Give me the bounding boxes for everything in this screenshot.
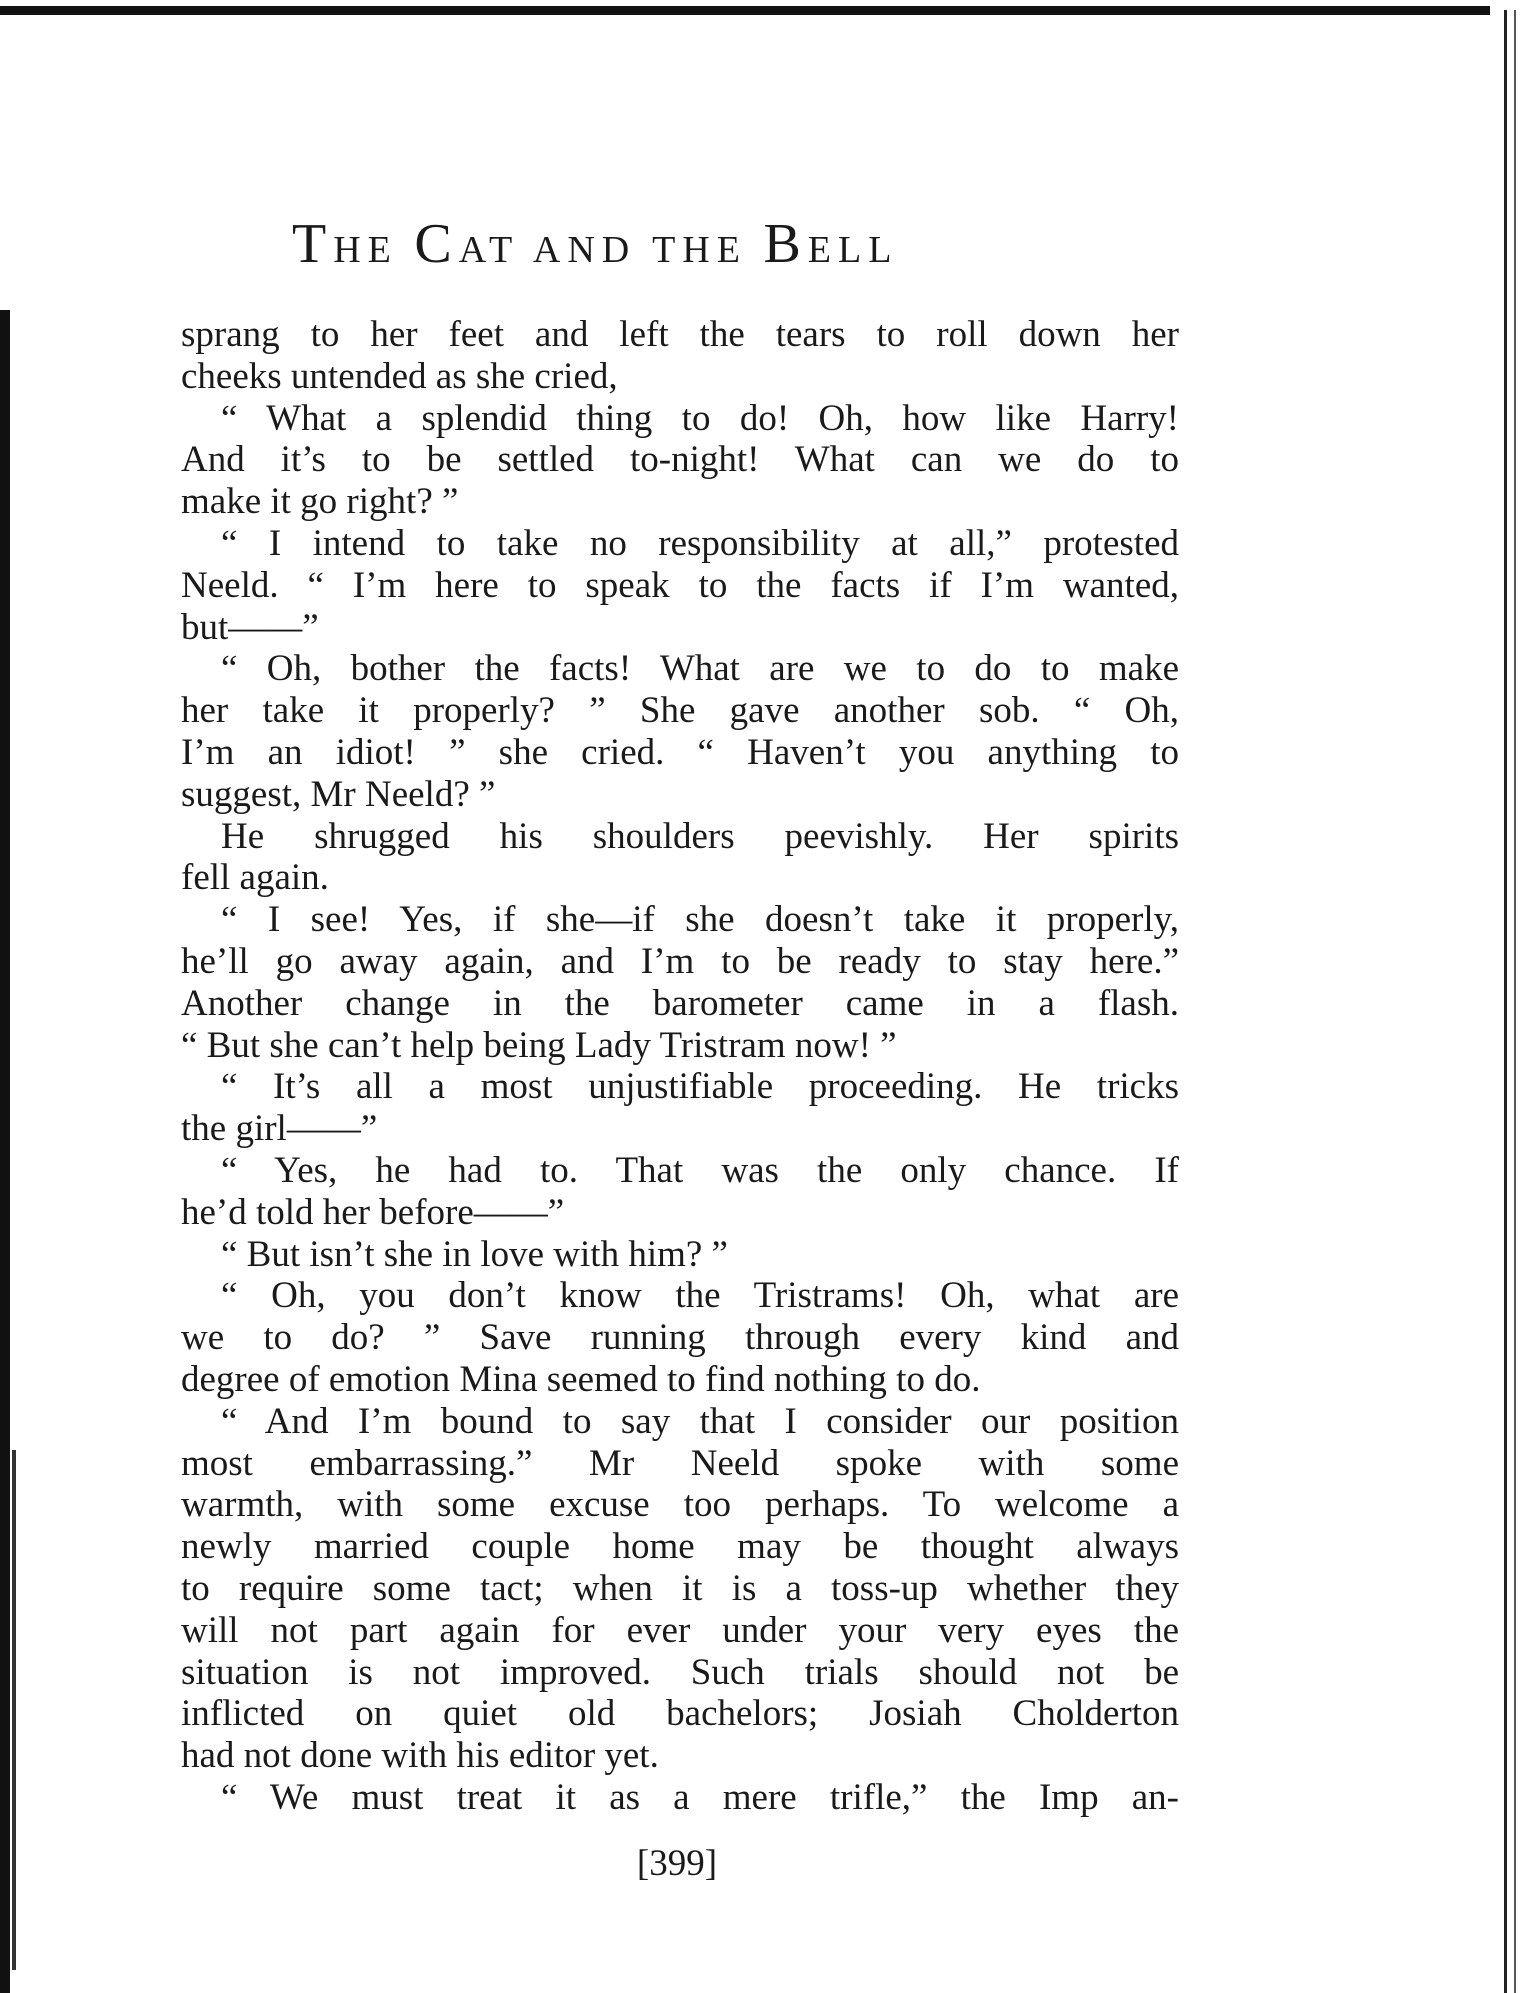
text-line: inflicted on quiet old bachelors; Josiah Cholderton: [181, 1693, 1179, 1735]
running-head-word: THE: [652, 229, 747, 271]
text-line: “ We must treat it as a mere trifle,” the Imp an-: [221, 1776, 1179, 1818]
text-line: situation is not improved. Such trials should not be: [181, 1651, 1179, 1693]
running-head: [292, 212, 1192, 276]
text-line: Another change in the barometer came in a flash.: [181, 982, 1179, 1024]
text-line: I’m an idiot! ” she cried. “ Haven’t you anything to: [181, 731, 1179, 773]
text-line: And it’s to be settled to-night! What can we do to: [181, 439, 1179, 481]
text-line: “ And I’m bound to say that I consider our position: [221, 1400, 1179, 1442]
text-line: “ I intend to take no responsibility at all,” protested: [221, 522, 1179, 564]
text-line: newly married couple home may be thought always: [181, 1526, 1179, 1568]
text-line: degree of emotion Mina seemed to find nothing to do.: [181, 1358, 981, 1400]
text-line: sprang to her feet and left the tears to roll down her: [181, 314, 1179, 355]
text-line: suggest, Mr Neeld? ”: [181, 773, 496, 815]
text-line: most embarrassing.” Mr Neeld spoke with some: [181, 1442, 1179, 1484]
text-line: make it go right? ”: [181, 481, 459, 523]
top-rule: [0, 6, 1490, 15]
text-line: but——”: [181, 606, 319, 648]
running-head-word: AT: [458, 229, 519, 271]
text-line: He shrugged his shoulders peevishly. Her spirits: [221, 815, 1179, 857]
page-edge-right-outer: [1514, 10, 1516, 1993]
text-line: “ But isn’t she in love with him? ”: [221, 1233, 728, 1275]
text-line: “ I see! Yes, if she—if she doesn’t take it properly,: [221, 899, 1179, 941]
text-line: “ What a splendid thing to do! Oh, how like Harry!: [221, 397, 1179, 439]
page-edge-right: [1504, 10, 1507, 1993]
text-line: will not part again for ever under your very eyes the: [181, 1609, 1179, 1651]
text-line: to require some tact; when it is a toss-up whether they: [181, 1567, 1179, 1609]
text-line: warmth, with some excuse too perhaps. To welcome a: [181, 1484, 1179, 1526]
text-line: cheeks untended as she cried,: [181, 355, 618, 397]
running-head-word: ELL: [807, 229, 899, 271]
text-line: fell again.: [181, 857, 329, 899]
page-number: [399]: [636, 1843, 718, 1884]
text-line: the girl——”: [181, 1108, 378, 1150]
running-head-word: AND: [532, 229, 637, 271]
text-line: “ Oh, bother the facts! What are we to do to make: [221, 648, 1179, 690]
text-line: “ Oh, you don’t know the Tristrams! Oh, what are: [221, 1275, 1179, 1317]
running-head-word: HE: [333, 229, 398, 271]
binding-edge-left-inner: [12, 1450, 16, 1970]
running-head-cap: T: [292, 213, 334, 275]
text-line: we to do? ” Save running through every kind and: [181, 1317, 1179, 1359]
text-line: “ It’s all a most unjustifiable proceeding. He tricks: [221, 1066, 1179, 1108]
text-line: had not done with his editor yet.: [181, 1735, 659, 1777]
text-line: Neeld. “ I’m here to speak to the facts if I’m wanted,: [181, 564, 1179, 606]
text-line: “ But she can’t help being Lady Tristram now! ”: [181, 1024, 897, 1066]
text-line: he’d told her before——”: [181, 1191, 565, 1233]
text-line: “ Yes, he had to. That was the only chance. If: [221, 1149, 1179, 1191]
body-text: [181, 314, 1179, 1819]
binding-edge-left: [0, 310, 10, 1993]
text-line: he’ll go away again, and I’m to be ready to stay here.”: [181, 940, 1179, 982]
text-line: her take it properly? ” She gave another sob. “ Oh,: [181, 690, 1179, 732]
running-head-cap: B: [763, 213, 808, 275]
running-head-cap: C: [414, 213, 459, 275]
